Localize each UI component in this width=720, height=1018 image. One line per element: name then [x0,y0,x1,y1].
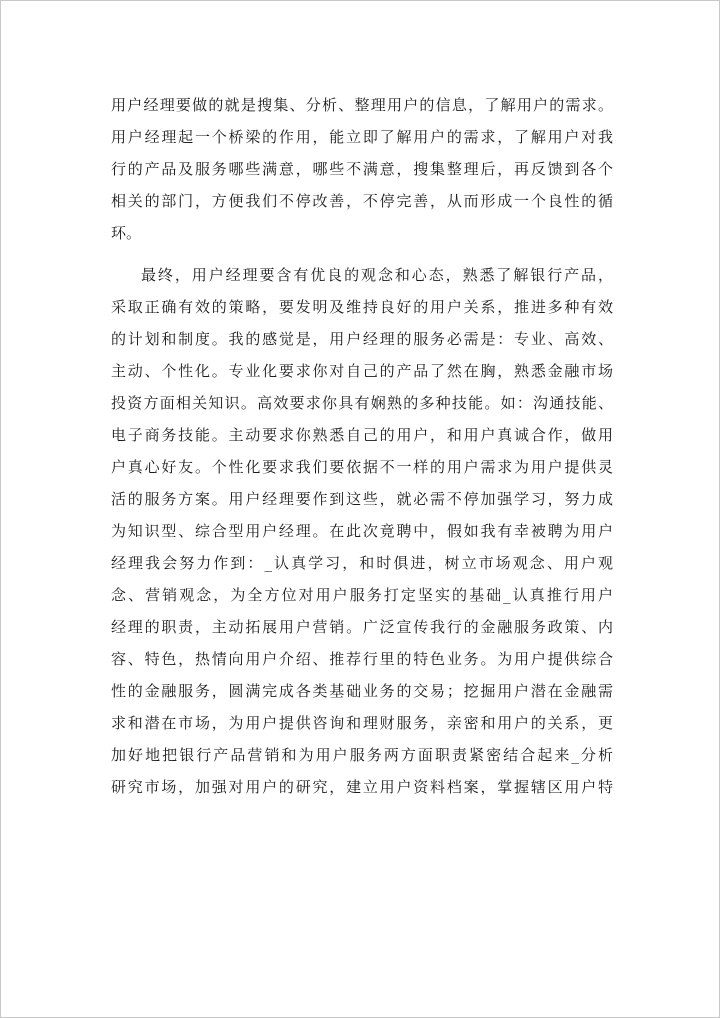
paragraph-1 [111,89,613,249]
text-line: 研究市场，加强对用户的研究，建立用户资料档案，掌握辖区用户特 [111,778,613,796]
text-line: 用户经理要做的就是搜集、分析、整理用户的信息，了解用户的需求。 [111,96,613,114]
text-line: 最终，用户经理要含有优良的观念和心态，熟悉了解银行产品， [141,266,613,284]
text-line: 环。 [111,224,142,242]
paragraph-gap [111,249,613,259]
text-line: 相关的部门，方便我们不停改善，不停完善，从而形成一个良性的循 [111,192,613,210]
text-line: 活的服务方案。用户经理要作到这些，就必需不停加强学习，努力成 [111,490,613,508]
text-line: 容、特色，热情向用户介绍、推荐行里的特色业务。为用户提供综合 [111,650,613,668]
text-line: 为知识型、综合型用户经理。在此次竟聘中，假如我有幸被聘为用户 [111,522,613,540]
text-line: 主动、个性化。专业化要求你对自己的产品了然在胸，熟悉金融市场 [111,362,613,380]
text-line: 采取正确有效的策略，要发明及维持良好的用户关系，推进多种有效 [111,298,613,316]
text-line: 经理的职责，主动拓展用户营销。广泛宣传我行的金融服务政策、内 [111,618,613,636]
text-line: 的计划和制度。我的感觉是，用户经理的服务必需是：专业、高效、 [111,330,613,348]
text-line: 户真心好友。个性化要求我们要依据不一样的用户需求为用户提供灵 [111,458,613,476]
text-line: 经理我会努力作到：_认真学习，和时俱进，树立市场观念、用户观 [111,554,613,572]
text-line: 行的产品及服务哪些满意，哪些不满意，搜集整理后，再反馈到各个 [111,160,613,178]
text-line: 求和潜在市场，为用户提供咨询和理财服务，亲密和用户的关系，更 [111,714,613,732]
text-line: 性的金融服务，圆满完成各类基础业务的交易；挖掘用户潜在金融需 [111,682,613,700]
text-line: 电子商务技能。主动要求你熟悉自己的用户，和用户真诚合作，做用 [111,426,613,444]
text-line: 投资方面相关知识。高效要求你具有娴熟的多种技能。如：沟通技能、 [111,394,613,412]
paragraph-2 [111,259,613,803]
text-line: 用户经理起一个桥梁的作用，能立即了解用户的需求，了解用户对我 [111,128,613,146]
document-body [111,89,613,803]
text-line: 念、营销观念，为全方位对用户服务打定坚实的基础_认真推行用户 [111,586,613,604]
text-line: 加好地把银行产品营销和为用户服务两方面职责紧密结合起来_分析 [111,746,613,764]
